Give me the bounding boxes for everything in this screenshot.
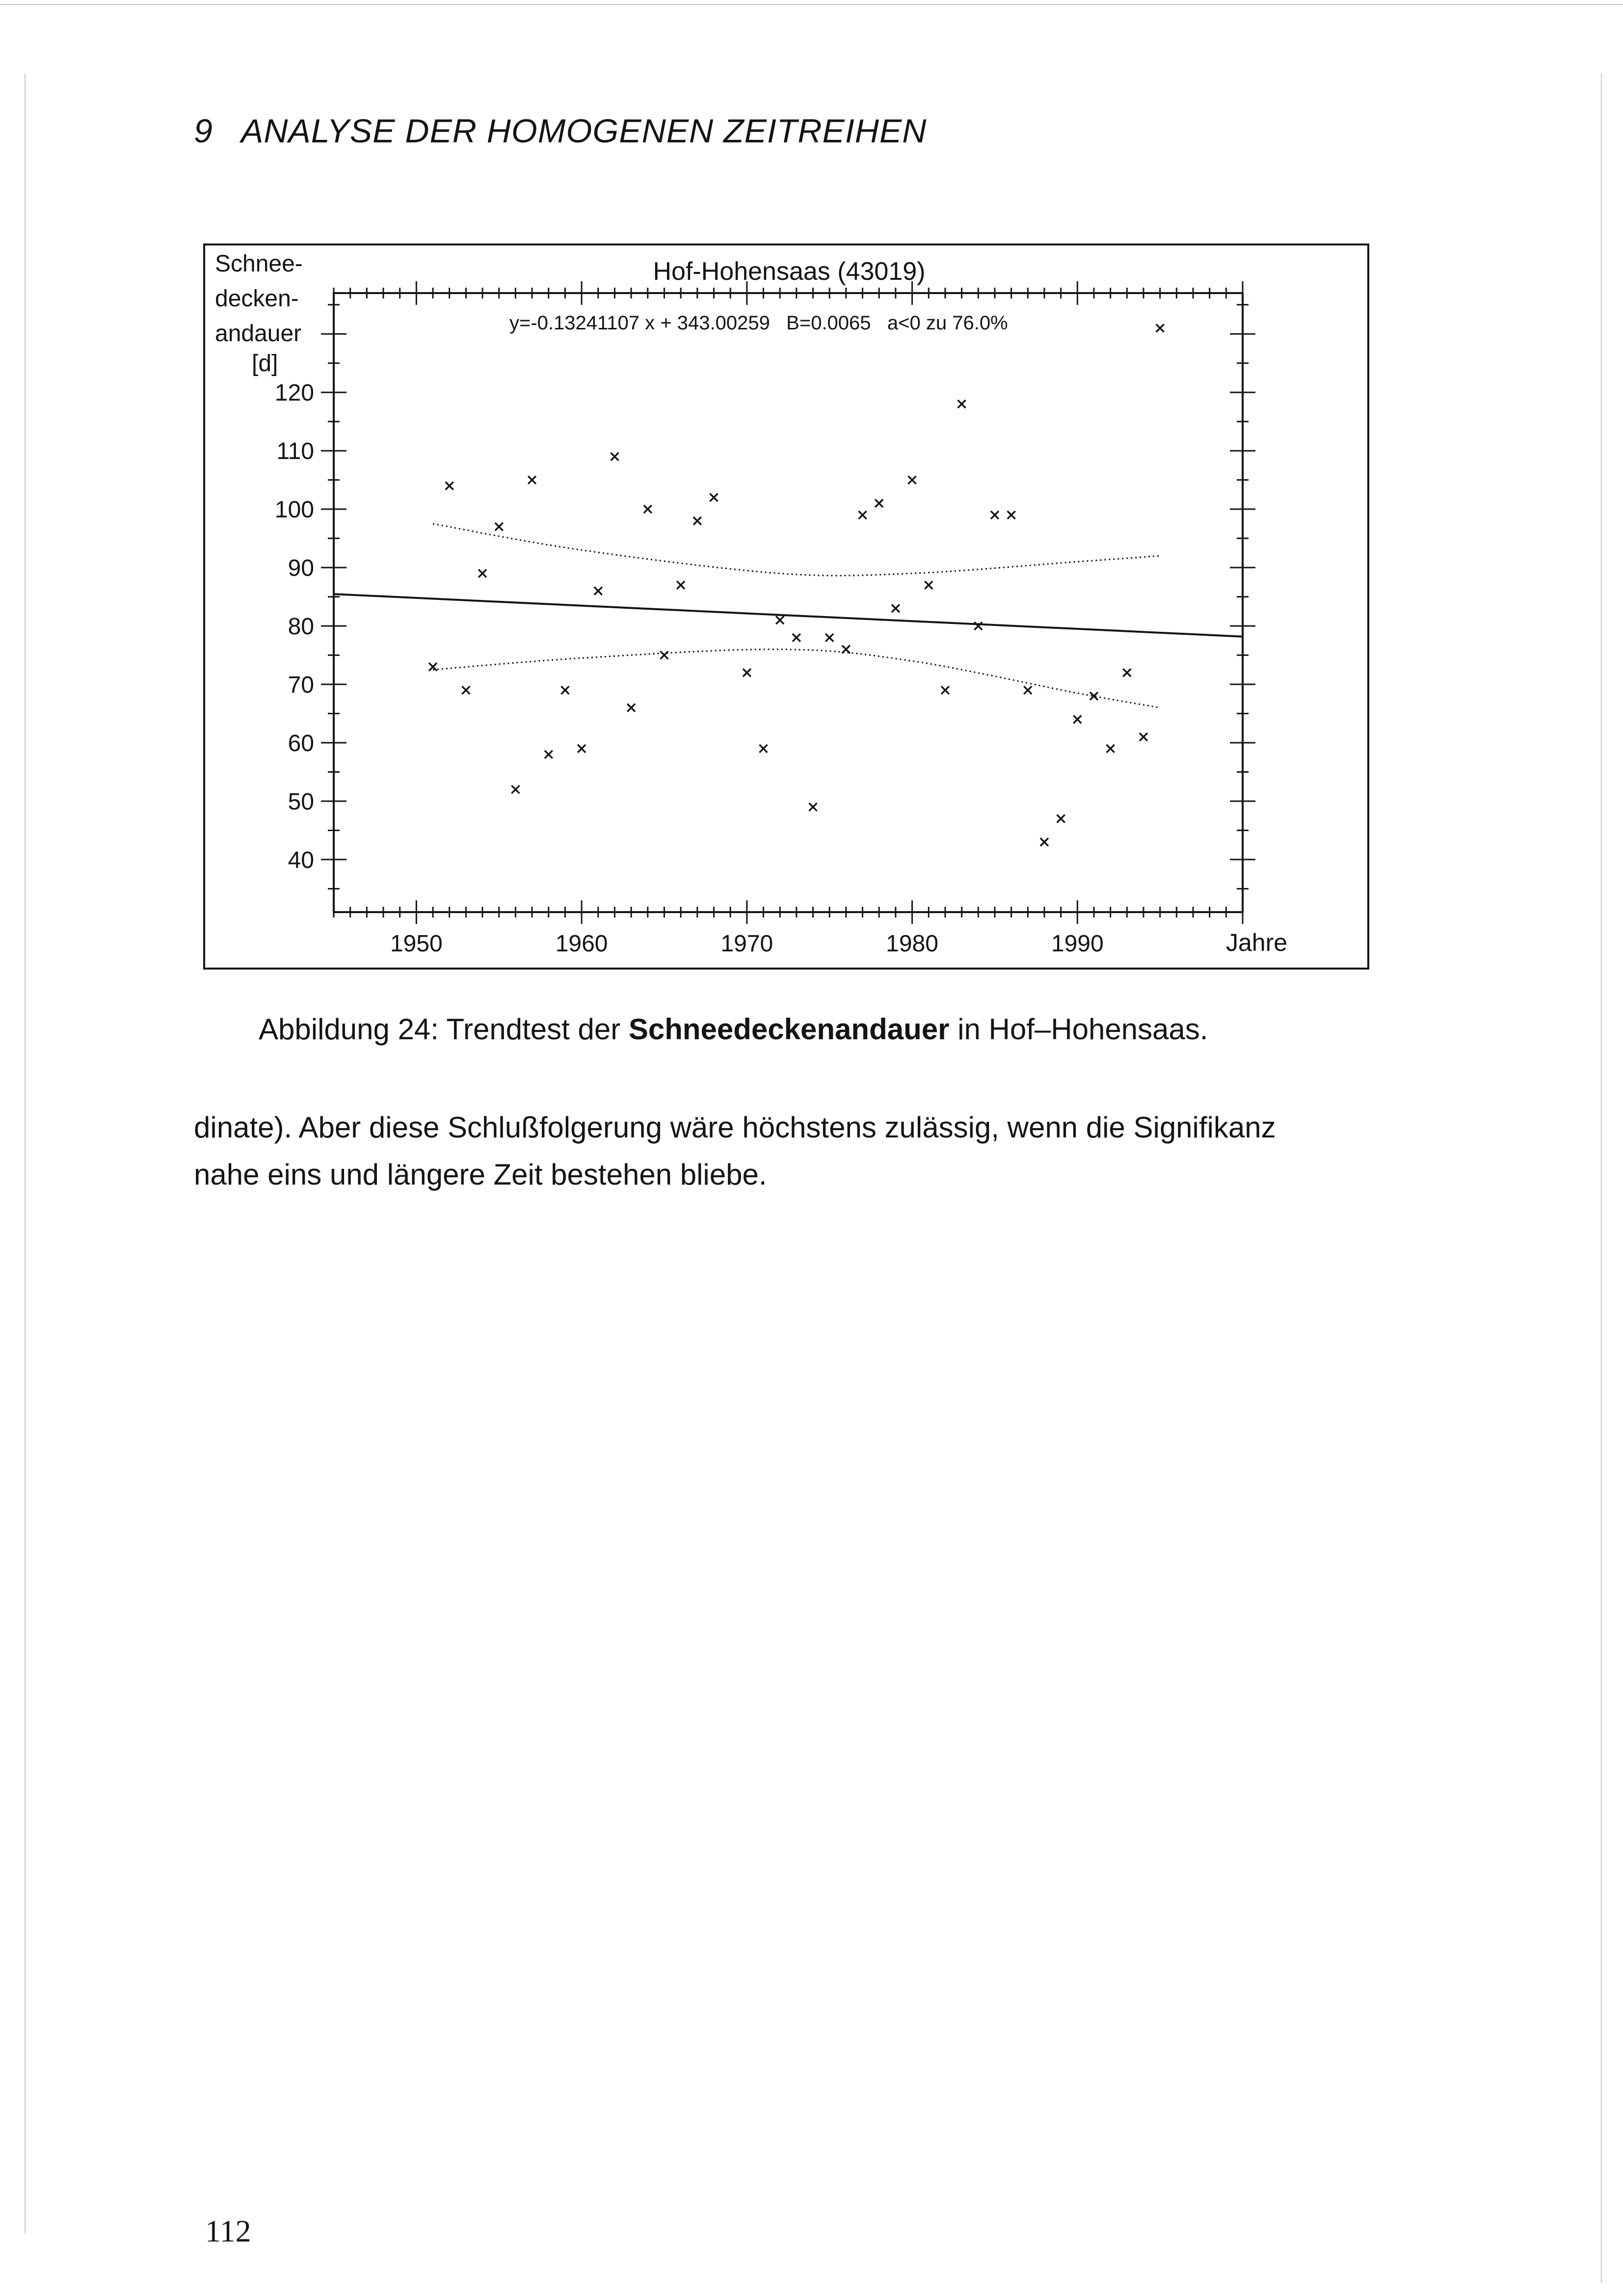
data-point	[958, 400, 966, 408]
data-point	[1140, 733, 1147, 741]
data-point	[908, 476, 916, 484]
data-point	[693, 517, 701, 525]
data-point	[611, 453, 618, 460]
figure-caption	[259, 1012, 1208, 1046]
data-point	[743, 669, 751, 676]
scan-edge-right	[1601, 74, 1602, 2283]
data-point	[842, 646, 850, 653]
data-point	[809, 803, 817, 811]
data-point	[859, 511, 867, 519]
chapter-number: 9	[194, 112, 213, 150]
running-header	[194, 112, 927, 150]
data-point	[446, 482, 453, 490]
data-point	[925, 581, 932, 589]
caption-prefix: Abbildung 24: Trendtest der	[259, 1013, 629, 1046]
data-point	[991, 511, 999, 519]
y-tick-label: 110	[276, 438, 314, 465]
y-tick-label: 100	[274, 497, 314, 523]
y-tick-label: 70	[288, 672, 314, 699]
data-point	[1073, 715, 1081, 723]
body-text-line-1: dinate). Aber diese Schlußfolgerung wäre höchstens zulässig, wenn die Signifikanz	[194, 1111, 1276, 1144]
y-axis-label-line: andauer	[215, 321, 302, 347]
y-tick-label: 90	[288, 555, 314, 582]
x-tick-label: 1970	[720, 931, 773, 957]
data-point	[974, 622, 982, 630]
y-axis-label-line: Schnee-	[215, 251, 303, 277]
trend-line-group	[334, 594, 1243, 637]
y-tick-label: 40	[288, 847, 314, 873]
data-point	[462, 686, 470, 694]
y-axis-label-line: decken-	[215, 286, 299, 312]
chapter-title: ANALYSE DER HOMOGENEN ZEITREIHEN	[240, 112, 927, 150]
data-point	[561, 686, 569, 694]
y-tick-label: 120	[274, 380, 314, 406]
scan-edge-left	[25, 74, 26, 2234]
data-point	[1107, 745, 1115, 753]
data-point	[511, 785, 519, 793]
equation-annotation: y=-0.13241107 x + 343.00259 B=0.0065 a<0 zu 76.0%	[509, 312, 1008, 334]
axis-ticks	[321, 281, 1255, 924]
y-tick-label: 60	[288, 730, 314, 757]
data-point	[644, 505, 652, 513]
y-tick-label: 80	[288, 614, 314, 640]
data-point	[892, 604, 900, 612]
x-tick-label: 1980	[886, 931, 938, 957]
data-point	[941, 686, 949, 694]
tick-labels	[275, 380, 1104, 957]
scan-edge-top	[0, 4, 1623, 5]
data-point	[875, 499, 883, 507]
y-tick-label: 50	[288, 788, 314, 815]
trend-scatter-plot	[205, 245, 1367, 968]
data-point	[677, 581, 685, 589]
x-tick-label: 1950	[390, 931, 443, 957]
data-point	[776, 616, 784, 624]
confidence-band-upper	[433, 524, 1160, 576]
data-point	[1057, 815, 1065, 823]
body-text-line-2: nahe eins und längere Zeit bestehen bliebe.	[194, 1158, 767, 1191]
confidence-band-lower	[433, 649, 1160, 708]
figure-frame	[203, 243, 1369, 970]
chart-title: Hof-Hohensaas (43019)	[653, 257, 926, 286]
page-number: 112	[205, 2214, 251, 2248]
data-point	[495, 523, 503, 531]
data-point	[1024, 686, 1032, 694]
data-point	[759, 745, 767, 753]
data-point	[1123, 669, 1131, 676]
caption-suffix: in Hof–Hohensaas.	[949, 1013, 1208, 1046]
data-point	[793, 634, 800, 642]
data-point	[545, 751, 553, 758]
data-point	[710, 493, 718, 501]
data-points	[429, 324, 1164, 846]
x-axis-label: Jahre	[1226, 929, 1288, 956]
caption-bold-term: Schneedeckenandauer	[628, 1013, 950, 1046]
data-point	[594, 587, 602, 595]
data-point	[1040, 838, 1048, 846]
data-point	[825, 634, 833, 642]
data-point	[1156, 324, 1164, 332]
plot-area-border	[334, 293, 1243, 912]
data-point	[627, 704, 635, 712]
data-point	[528, 476, 536, 484]
x-tick-label: 1990	[1051, 931, 1104, 957]
x-tick-label: 1960	[555, 931, 608, 957]
y-axis-label-line: [d]	[252, 351, 278, 377]
y-axis-label	[215, 251, 303, 377]
data-point	[1008, 511, 1015, 519]
data-point	[578, 745, 585, 753]
trend-line	[334, 594, 1243, 637]
data-point	[660, 651, 668, 659]
data-point	[479, 569, 486, 577]
